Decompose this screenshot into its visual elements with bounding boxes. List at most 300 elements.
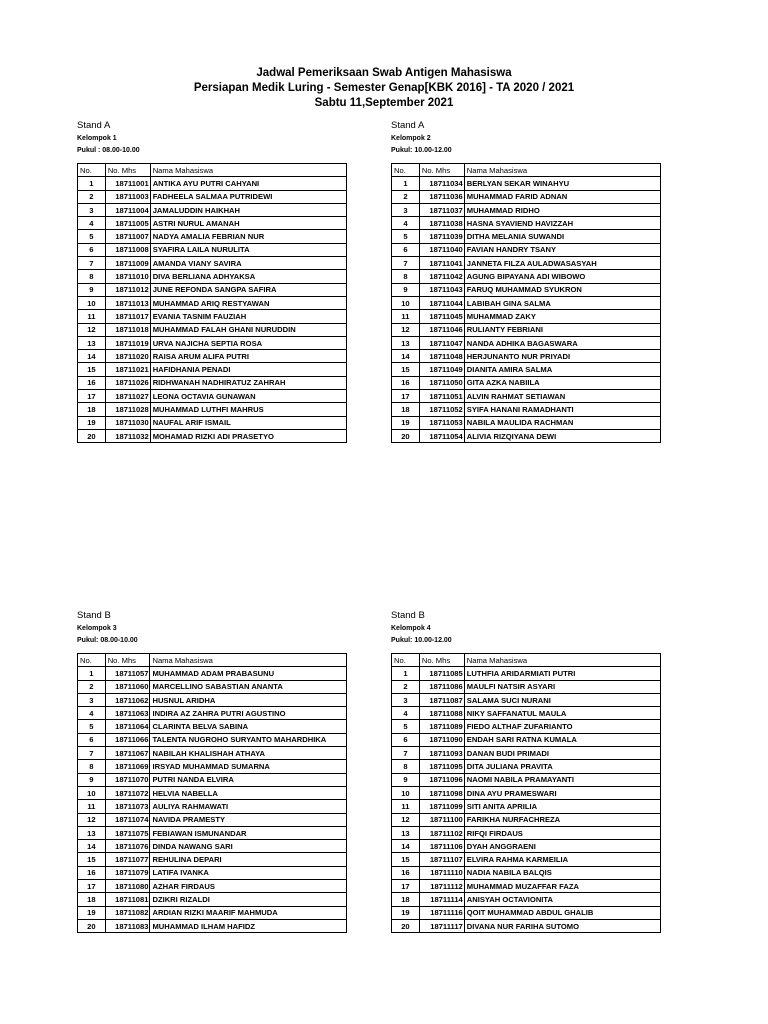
table-row xyxy=(78,733,347,746)
student-id: 18711057 xyxy=(105,667,150,680)
student-table xyxy=(391,163,661,443)
student-id: 18711017 xyxy=(105,310,150,323)
student-id: 18711042 xyxy=(419,270,464,283)
student-id: 18711036 xyxy=(419,190,464,203)
student-name: JANNETA FILZA AULADWASASYAH xyxy=(464,257,660,270)
student-name: MAULFI NATSIR ASYARI xyxy=(464,680,660,693)
table-row xyxy=(78,283,347,296)
row-number: 8 xyxy=(392,760,420,773)
student-id: 18711045 xyxy=(419,310,464,323)
student-name: DIVANA NUR FARIHA SUTOMO xyxy=(464,919,660,932)
row-number: 2 xyxy=(392,190,420,203)
row-number: 5 xyxy=(78,230,106,243)
row-number: 3 xyxy=(78,693,106,706)
header-col-no: No. xyxy=(78,164,106,177)
student-name: ELVIRA RAHMA KARMEILIA xyxy=(464,853,660,866)
student-id: 18711110 xyxy=(419,866,464,879)
row-number: 11 xyxy=(78,800,106,813)
student-name: NIKY SAFFANATUL MAULA xyxy=(464,707,660,720)
student-id: 18711013 xyxy=(105,296,150,309)
student-id: 18711030 xyxy=(105,416,150,429)
stand-label: Stand B xyxy=(391,610,425,621)
student-name: MUHAMMAD ADAM PRABASUNU xyxy=(150,667,347,680)
student-id: 18711038 xyxy=(419,217,464,230)
student-id: 18711112 xyxy=(419,880,464,893)
row-number: 4 xyxy=(392,707,420,720)
table-row xyxy=(392,363,661,376)
table-row xyxy=(78,243,347,256)
student-name: DINDA NAWANG SARI xyxy=(150,840,347,853)
student-id: 18711009 xyxy=(105,257,150,270)
table-row xyxy=(392,840,661,853)
student-id: 18711080 xyxy=(105,880,150,893)
table-row xyxy=(392,707,661,720)
student-id: 18711106 xyxy=(419,840,464,853)
student-id: 18711047 xyxy=(419,336,464,349)
table-row xyxy=(78,693,347,706)
table-header-row xyxy=(78,164,347,177)
student-name: JUNE REFONDA SANGPA SAFIRA xyxy=(150,283,346,296)
row-number: 4 xyxy=(78,217,106,230)
student-id: 18711102 xyxy=(419,826,464,839)
student-name: SALAMA SUCI NURANI xyxy=(464,693,660,706)
student-id: 18711051 xyxy=(419,390,464,403)
student-name: RULIANTY FEBRIANI xyxy=(464,323,660,336)
table-row xyxy=(78,350,347,363)
kelompok-label: Kelompok 3 xyxy=(77,625,117,632)
student-id: 18711117 xyxy=(419,919,464,932)
table-row xyxy=(392,693,661,706)
row-number: 7 xyxy=(392,747,420,760)
student-id: 18711007 xyxy=(105,230,150,243)
table-row xyxy=(392,270,661,283)
header-col-no: No. xyxy=(392,654,420,667)
student-id: 18711085 xyxy=(419,667,464,680)
student-id: 18711001 xyxy=(105,177,150,190)
student-id: 18711069 xyxy=(105,760,150,773)
student-name: MUHAMMAD ILHAM HAFIDZ xyxy=(150,919,347,932)
table-row xyxy=(78,403,347,416)
student-name: NANDA ADHIKA BAGASWARA xyxy=(464,336,660,349)
table-row xyxy=(392,773,661,786)
student-table xyxy=(77,163,347,443)
student-id: 18711060 xyxy=(105,680,150,693)
student-id: 18711010 xyxy=(105,270,150,283)
student-id: 18711046 xyxy=(419,323,464,336)
student-name: MUHAMMAD ZAKY xyxy=(464,310,660,323)
table-row xyxy=(392,680,661,693)
row-number: 4 xyxy=(392,217,420,230)
student-name: MUHAMMAD ARIQ RESTYAWAN xyxy=(150,296,346,309)
student-name: NAVIDA PRAMESTY xyxy=(150,813,347,826)
group-kelompok-4 xyxy=(391,610,661,933)
table-row xyxy=(392,747,661,760)
table-row xyxy=(78,363,347,376)
student-id: 18711037 xyxy=(419,203,464,216)
student-id: 18711012 xyxy=(105,283,150,296)
student-id: 18711088 xyxy=(419,707,464,720)
student-id: 18711073 xyxy=(105,800,150,813)
student-name: JAMALUDDIN HAIKHAH xyxy=(150,203,346,216)
table-row xyxy=(392,283,661,296)
student-name: CLARINTA BELVA SABINA xyxy=(150,720,347,733)
row-number: 12 xyxy=(392,813,420,826)
student-id: 18711082 xyxy=(105,906,150,919)
student-name: MARCELLINO SABASTIAN ANANTA xyxy=(150,680,347,693)
table-row xyxy=(78,296,347,309)
document-header xyxy=(0,66,768,111)
row-number: 12 xyxy=(78,323,106,336)
row-number: 3 xyxy=(78,203,106,216)
student-name: SITI ANITA APRILIA xyxy=(464,800,660,813)
student-name: ASTRI NURUL AMANAH xyxy=(150,217,346,230)
row-number: 7 xyxy=(78,257,106,270)
row-number: 14 xyxy=(78,350,106,363)
table-row xyxy=(78,813,347,826)
row-number: 1 xyxy=(392,667,420,680)
student-name: FARIKHA NURFACHREZA xyxy=(464,813,660,826)
row-number: 15 xyxy=(392,853,420,866)
table-row xyxy=(392,429,661,442)
row-number: 3 xyxy=(392,203,420,216)
row-number: 1 xyxy=(78,667,106,680)
row-number: 10 xyxy=(78,786,106,799)
row-number: 16 xyxy=(392,866,420,879)
table-row xyxy=(392,177,661,190)
student-name: NAOMI NABILA PRAMAYANTI xyxy=(464,773,660,786)
student-name: DZIKRI RIZALDI xyxy=(150,893,347,906)
row-number: 2 xyxy=(392,680,420,693)
table-row xyxy=(78,773,347,786)
student-id: 18711089 xyxy=(419,720,464,733)
student-name: ARDIAN RIZKI MAARIF MAHMUDA xyxy=(150,906,347,919)
student-name: FEBIAWAN ISMUNANDAR xyxy=(150,826,347,839)
table-row xyxy=(78,866,347,879)
student-table xyxy=(391,653,661,933)
table-row xyxy=(392,336,661,349)
student-name: HAFIDHANIA PENADI xyxy=(150,363,346,376)
table-header-row xyxy=(392,164,661,177)
row-number: 15 xyxy=(78,363,106,376)
table-row xyxy=(392,880,661,893)
header-col-no: No. xyxy=(78,654,106,667)
table-row xyxy=(392,403,661,416)
row-number: 18 xyxy=(392,403,420,416)
row-number: 5 xyxy=(78,720,106,733)
student-name: ALIVIA RIZQIYANA DEWI xyxy=(464,429,660,442)
table-row xyxy=(392,257,661,270)
stand-label: Stand A xyxy=(391,120,425,131)
row-number: 15 xyxy=(392,363,420,376)
row-number: 1 xyxy=(392,177,420,190)
student-id: 18711093 xyxy=(419,747,464,760)
row-number: 9 xyxy=(392,283,420,296)
table-row xyxy=(78,376,347,389)
table-row xyxy=(392,230,661,243)
table-row xyxy=(78,826,347,839)
table-header-row xyxy=(392,654,661,667)
student-name: MUHAMMAD FARID ADNAN xyxy=(464,190,660,203)
stand-label: Stand A xyxy=(77,120,111,131)
row-number: 6 xyxy=(78,733,106,746)
student-name: NADYA AMALIA FEBRIAN NUR xyxy=(150,230,346,243)
time-label: Pukul: 08.00-10.00 xyxy=(77,637,138,644)
row-number: 19 xyxy=(78,906,106,919)
table-row xyxy=(78,230,347,243)
student-name: DITHA MELANIA SUWANDI xyxy=(464,230,660,243)
student-name: AMANDA VIANY SAVIRA xyxy=(150,257,346,270)
table-row xyxy=(392,217,661,230)
table-row xyxy=(78,853,347,866)
row-number: 20 xyxy=(392,429,420,442)
table-row xyxy=(392,296,661,309)
student-id: 18711116 xyxy=(419,906,464,919)
header-subtitle: Persiapan Medik Luring - Semester Genap[KBK 2016] - TA 2020 / 2021 xyxy=(193,82,575,94)
row-number: 14 xyxy=(392,840,420,853)
student-name: LEONA OCTAVIA GUNAWAN xyxy=(150,390,346,403)
kelompok-label: Kelompok 4 xyxy=(391,625,431,632)
row-number: 19 xyxy=(78,416,106,429)
student-id: 18711072 xyxy=(105,786,150,799)
row-number: 13 xyxy=(392,336,420,349)
student-id: 18711021 xyxy=(105,363,150,376)
student-id: 18711039 xyxy=(419,230,464,243)
student-id: 18711043 xyxy=(419,283,464,296)
table-row xyxy=(392,813,661,826)
student-name: MOHAMAD RIZKI ADI PRASETYO xyxy=(150,429,346,442)
table-row xyxy=(392,203,661,216)
student-id: 18711090 xyxy=(419,733,464,746)
student-name: ANISYAH OCTAVIONITA xyxy=(464,893,660,906)
table-row xyxy=(78,177,347,190)
student-name: GITA AZKA NABIILA xyxy=(464,376,660,389)
row-number: 15 xyxy=(78,853,106,866)
table-row xyxy=(392,906,661,919)
row-number: 18 xyxy=(78,403,106,416)
student-name: RAISA ARUM ALIFA PUTRI xyxy=(150,350,346,363)
student-name: HERJUNANTO NUR PRIYADI xyxy=(464,350,660,363)
row-number: 17 xyxy=(392,390,420,403)
row-number: 13 xyxy=(78,826,106,839)
row-number: 8 xyxy=(392,270,420,283)
row-number: 19 xyxy=(392,906,420,919)
row-number: 16 xyxy=(78,376,106,389)
row-number: 13 xyxy=(78,336,106,349)
header-col-name: Nama Mahasiswa xyxy=(464,654,660,667)
student-name: MUHAMMAD RIDHO xyxy=(464,203,660,216)
table-row xyxy=(78,416,347,429)
table-row xyxy=(392,350,661,363)
student-id: 18711044 xyxy=(419,296,464,309)
row-number: 12 xyxy=(78,813,106,826)
table-row xyxy=(392,800,661,813)
table-row xyxy=(392,826,661,839)
student-id: 18711063 xyxy=(105,707,150,720)
table-row xyxy=(78,760,347,773)
row-number: 9 xyxy=(78,773,106,786)
student-name: FIEDO ALTHAF ZUFARIANTO xyxy=(464,720,660,733)
table-row xyxy=(392,720,661,733)
row-number: 6 xyxy=(78,243,106,256)
student-name: EVANIA TASNIM FAUZIAH xyxy=(150,310,346,323)
table-row xyxy=(392,760,661,773)
header-col-no: No. xyxy=(392,164,420,177)
row-number: 8 xyxy=(78,270,106,283)
student-id: 18711053 xyxy=(419,416,464,429)
table-row xyxy=(78,257,347,270)
table-row xyxy=(78,336,347,349)
student-id: 18711077 xyxy=(105,853,150,866)
row-number: 10 xyxy=(392,296,420,309)
student-name: INDIRA AZ ZAHRA PUTRI AGUSTINO xyxy=(150,707,347,720)
time-label: Pukul: 10.00-12.00 xyxy=(391,147,452,154)
row-number: 17 xyxy=(392,880,420,893)
header-col-nim: No. Mhs xyxy=(419,654,464,667)
kelompok-label: Kelompok 2 xyxy=(391,135,431,142)
student-name: DIVA BERLIANA ADHYAKSA xyxy=(150,270,346,283)
student-name: PUTRI NANDA ELVIRA xyxy=(150,773,347,786)
student-id: 18711041 xyxy=(419,257,464,270)
row-number: 18 xyxy=(392,893,420,906)
group-kelompok-3 xyxy=(77,610,347,933)
student-name: URVA NAJICHA SEPTIA ROSA xyxy=(150,336,346,349)
student-table xyxy=(77,653,347,933)
student-id: 18711032 xyxy=(105,429,150,442)
student-id: 18711099 xyxy=(419,800,464,813)
table-row xyxy=(78,786,347,799)
table-header-row xyxy=(78,654,347,667)
table-row xyxy=(78,667,347,680)
time-label: Pukul: 10.00-12.00 xyxy=(391,637,452,644)
student-name: NABILA MAULIDA RACHMAN xyxy=(464,416,660,429)
student-id: 18711049 xyxy=(419,363,464,376)
student-name: ANTIKA AYU PUTRI CAHYANI xyxy=(150,177,346,190)
table-row xyxy=(78,707,347,720)
table-row xyxy=(78,747,347,760)
header-date: Sabtu 11,September 2021 xyxy=(314,97,454,109)
row-number: 11 xyxy=(78,310,106,323)
student-id: 18711107 xyxy=(419,853,464,866)
student-name: FARUQ MUHAMMAD SYUKRON xyxy=(464,283,660,296)
row-number: 9 xyxy=(78,283,106,296)
student-name: HELVIA NABELLA xyxy=(150,786,347,799)
table-row xyxy=(392,243,661,256)
stand-label: Stand B xyxy=(77,610,111,621)
row-number: 1 xyxy=(78,177,106,190)
header-col-name: Nama Mahasiswa xyxy=(150,654,347,667)
row-number: 11 xyxy=(392,800,420,813)
student-id: 18711079 xyxy=(105,866,150,879)
student-name: IRSYAD MUHAMMAD SUMARNA xyxy=(150,760,347,773)
student-id: 18711074 xyxy=(105,813,150,826)
student-id: 18711081 xyxy=(105,893,150,906)
row-number: 7 xyxy=(78,747,106,760)
table-row xyxy=(392,919,661,932)
student-name: NAUFAL ARIF ISMAIL xyxy=(150,416,346,429)
student-id: 18711067 xyxy=(105,747,150,760)
student-name: BERLYAN SEKAR WINAHYU xyxy=(464,177,660,190)
student-name: REHULINA DEPARI xyxy=(150,853,347,866)
row-number: 2 xyxy=(78,190,106,203)
student-id: 18711062 xyxy=(105,693,150,706)
row-number: 19 xyxy=(392,416,420,429)
student-id: 18711005 xyxy=(105,217,150,230)
student-name: TALENTA NUGROHO SURYANTO MAHARDHIKA xyxy=(150,733,347,746)
table-row xyxy=(78,919,347,932)
student-name: HASNA SYAVIEND HAVIZZAH xyxy=(464,217,660,230)
student-id: 18711040 xyxy=(419,243,464,256)
row-number: 12 xyxy=(392,323,420,336)
table-row xyxy=(78,429,347,442)
row-number: 5 xyxy=(392,720,420,733)
table-row xyxy=(392,893,661,906)
table-row xyxy=(78,203,347,216)
row-number: 11 xyxy=(392,310,420,323)
student-name: LATIFA IVANKA xyxy=(150,866,347,879)
row-number: 2 xyxy=(78,680,106,693)
student-name: DIANITA AMIRA SALMA xyxy=(464,363,660,376)
row-number: 6 xyxy=(392,243,420,256)
row-number: 10 xyxy=(392,786,420,799)
row-number: 18 xyxy=(78,893,106,906)
header-col-nim: No. Mhs xyxy=(105,654,150,667)
student-name: DITA JULIANA PRAVITA xyxy=(464,760,660,773)
student-name: SYAFIRA LAILA NURULITA xyxy=(150,243,346,256)
student-name: RIDHWANAH NADHIRATUZ ZAHRAH xyxy=(150,376,346,389)
student-id: 18711008 xyxy=(105,243,150,256)
student-id: 18711098 xyxy=(419,786,464,799)
student-name: FAVIAN HANDRY TSANY xyxy=(464,243,660,256)
student-name: NABILAH KHALISHAH ATHAYA xyxy=(150,747,347,760)
kelompok-label: Kelompok 1 xyxy=(77,135,117,142)
header-col-name: Nama Mahasiswa xyxy=(464,164,660,177)
table-row xyxy=(392,866,661,879)
row-number: 20 xyxy=(78,919,106,932)
student-id: 18711050 xyxy=(419,376,464,389)
table-row xyxy=(392,416,661,429)
student-name: NADIA NABILA BALQIS xyxy=(464,866,660,879)
student-name: RIFQI FIRDAUS xyxy=(464,826,660,839)
row-number: 9 xyxy=(392,773,420,786)
row-number: 4 xyxy=(78,707,106,720)
student-name: ENDAH SARI RATNA KUMALA xyxy=(464,733,660,746)
student-name: ALVIN RAHMAT SETIAWAN xyxy=(464,390,660,403)
row-number: 5 xyxy=(392,230,420,243)
student-name: DYAH ANGGRAENI xyxy=(464,840,660,853)
row-number: 17 xyxy=(78,880,106,893)
student-name: AGUNG BIPAYANA ADI WIBOWO xyxy=(464,270,660,283)
table-row xyxy=(78,880,347,893)
student-name: LABIBAH GINA SALMA xyxy=(464,296,660,309)
student-name: SYIFA HANANI RAMADHANTI xyxy=(464,403,660,416)
group-kelompok-1 xyxy=(77,120,347,443)
student-id: 18711076 xyxy=(105,840,150,853)
student-name: MUHAMMAD MUZAFFAR FAZA xyxy=(464,880,660,893)
row-number: 16 xyxy=(78,866,106,879)
student-id: 18711054 xyxy=(419,429,464,442)
student-name: FADHEELA SALMAA PUTRIDEWI xyxy=(150,190,346,203)
student-id: 18711019 xyxy=(105,336,150,349)
student-id: 18711086 xyxy=(419,680,464,693)
table-row xyxy=(392,786,661,799)
time-label: Pukul : 08.00-10.00 xyxy=(77,147,140,154)
row-number: 14 xyxy=(392,350,420,363)
student-name: DINA AYU PRAMESWARI xyxy=(464,786,660,799)
table-row xyxy=(392,376,661,389)
student-name: MUHAMMAD FALAH GHANI NURUDDIN xyxy=(150,323,346,336)
student-name: AULIYA RAHMAWATI xyxy=(150,800,347,813)
student-name: LUTHFIA ARIDARMIATI PUTRI xyxy=(464,667,660,680)
